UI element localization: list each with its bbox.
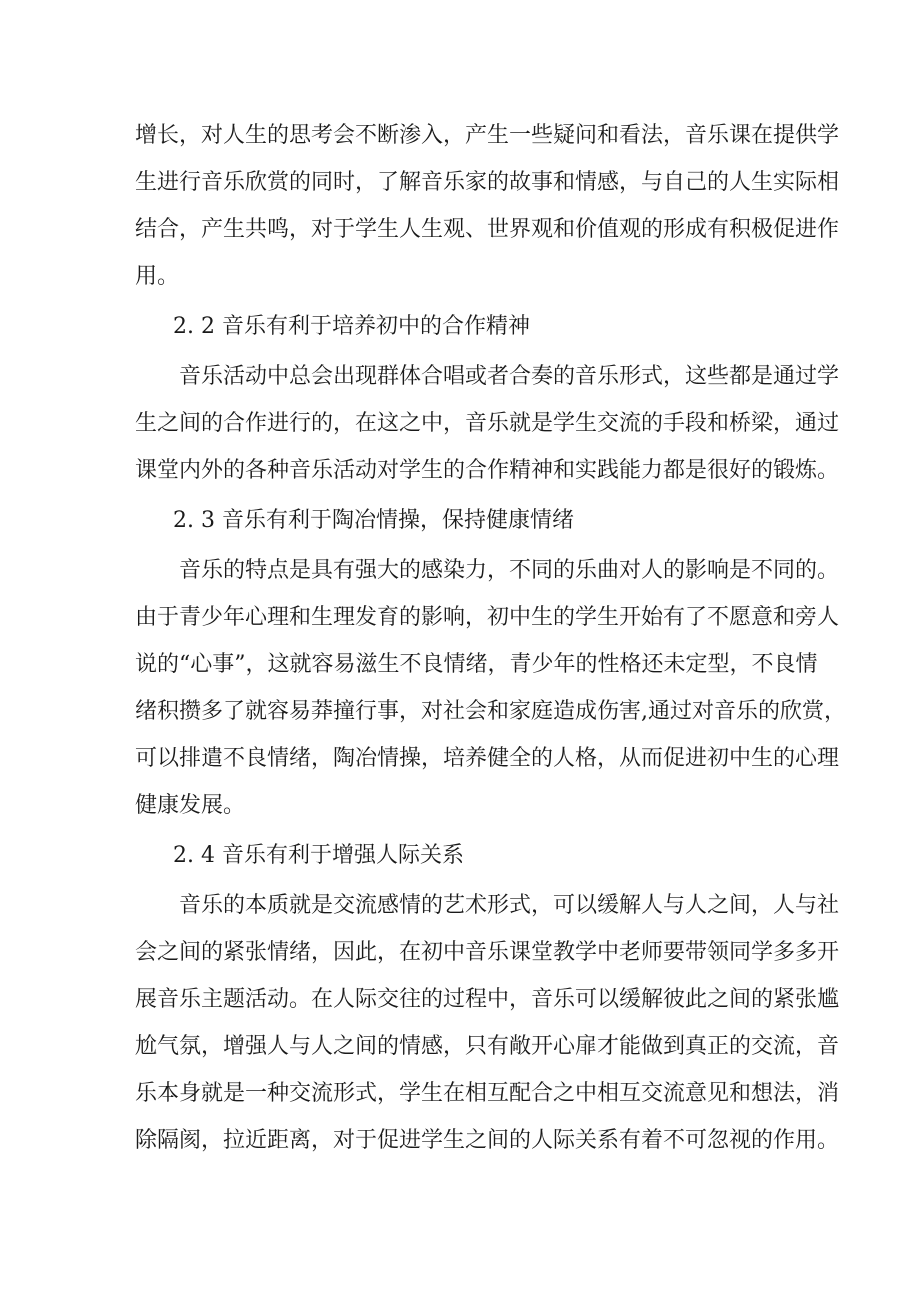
paragraph-3-line-2: 由于青少年心理和生理发育的影响，初中生的学生开始有了不愿意和旁人 [135,605,840,630]
paragraph-4-line-5: 乐本身就是一种交流形式，学生在相互配合之中相互交流意见和想法，消 [135,1081,840,1106]
paragraph-1-line-4: 用。 [135,264,180,289]
paragraph-3-line-3: 说的“心事”，这就容易滋生不良情绪，青少年的性格还未定型，不良情 [135,652,818,677]
paragraph-1-line-3: 结合，产生共鸣，对于学生人生观、世界观和价值观的形成有积极促进作 [135,217,840,242]
paragraph-4-line-4: 尬气氛，增强人与人之间的情感，只有敞开心扉才能做到真正的交流，音 [135,1034,840,1059]
paragraph-3-line-1: 音乐的特点是具有强大的感染力，不同的乐曲对人的影响是不同的。 [179,558,840,583]
paragraph-2-line-3: 课堂内外的各种音乐活动对学生的合作精神和实践能力都是很好的锻炼。 [135,458,840,483]
section-heading-2-2: 2. 2 音乐有利于培养初中的合作精神 [173,314,530,339]
paragraph-1-line-2: 生进行音乐欣赏的同时，了解音乐家的故事和情感，与自己的人生实际相 [135,170,840,195]
paragraph-4-line-2: 会之间的紧张情绪，因此，在初中音乐课堂教学中老师要带领同学多多开 [135,940,840,965]
paragraph-3-line-5: 可以排遣不良情绪，陶冶情操，培养健全的人格，从而促进初中生的心理 [135,746,840,771]
section-heading-2-4: 2. 4 音乐有利于增强人际关系 [173,843,464,868]
paragraph-4-line-6: 除隔阂，拉近距离，对于促进学生之间的人际关系有着不可忽视的作用。 [135,1128,840,1153]
paragraph-4-line-3: 展音乐主题活动。在人际交往的过程中，音乐可以缓解彼此之间的紧张尴 [135,987,840,1012]
paragraph-2-line-2: 生之间的合作进行的，在这之中，音乐就是学生交流的手段和桥梁，通过 [135,411,840,436]
paragraph-4-line-1: 音乐的本质就是交流感情的艺术形式，可以缓解人与人之间，人与社 [179,893,840,918]
section-heading-2-3: 2. 3 音乐有利于陶冶情操，保持健康情绪 [173,508,574,533]
paragraph-1-line-1: 增长，对人生的思考会不断渗入，产生一些疑问和看法，音乐课在提供学 [135,123,840,148]
paragraph-3-line-4: 绪积攒多了就容易莽撞行事，对社会和家庭造成伤害,通过对音乐的欣赏， [135,699,846,724]
paragraph-3-line-6: 健康发展。 [135,793,246,818]
document-page [135,112,846,1164]
paragraph-2-line-1: 音乐活动中总会出现群体合唱或者合奏的音乐形式，这些都是通过学 [179,364,840,389]
